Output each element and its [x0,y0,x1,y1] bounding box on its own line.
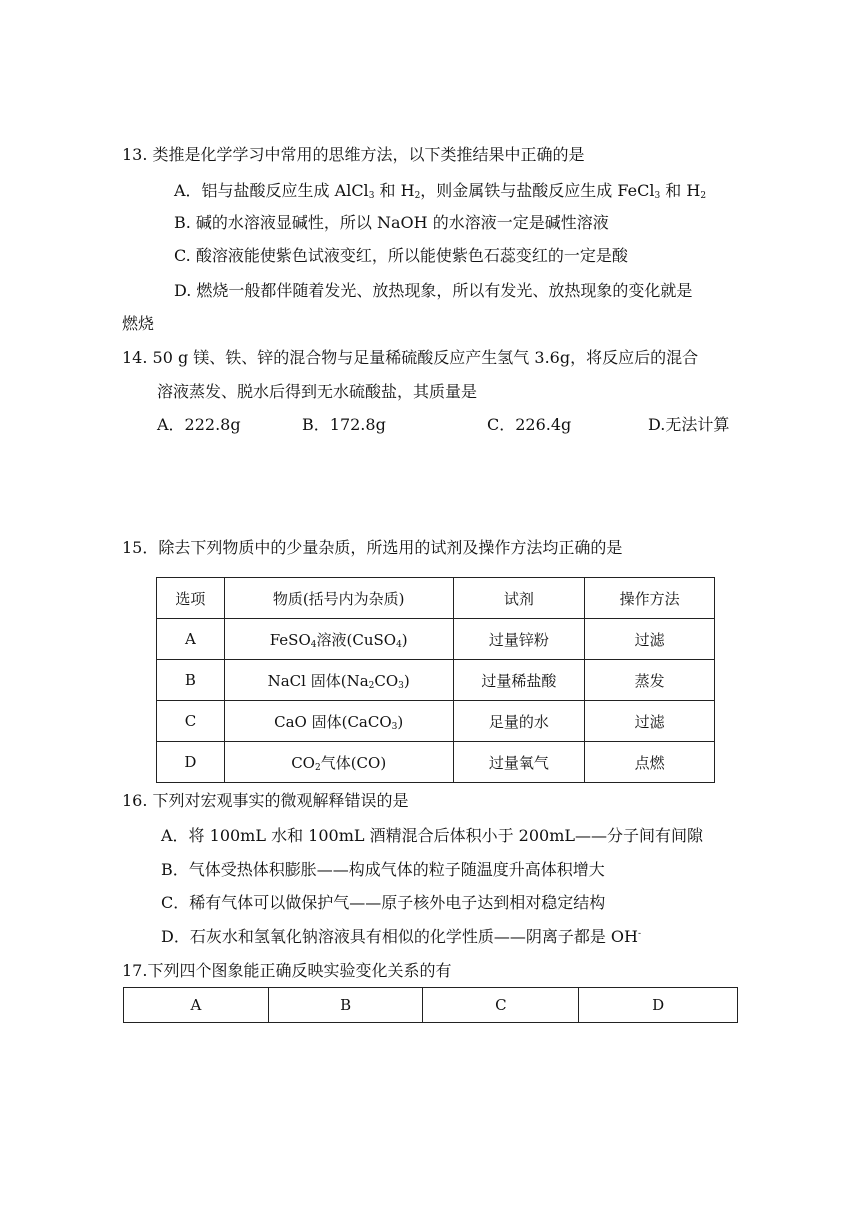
method-cell: 过滤 [585,619,715,660]
substance-cell: $CO_2$气体(CO) [224,742,453,783]
q13-option-d-cont: 燃烧 [122,314,155,333]
q16-stem: 16. 下列对宏观事实的微观解释错误的是 [122,791,409,810]
header-cell: 试剂 [453,578,585,619]
q16-option-c: C．稀有气体可以做保护气——原子核外电子达到相对稳定结构 [161,893,606,912]
table-row [157,619,715,660]
q13-option-c: C. 酸溶液能使紫色试液变红，所以能使紫色石蕊变红的一定是酸 [174,246,628,265]
header-cell: C [423,988,579,1023]
q17-stem: 17.下列四个图象能正确反映实验变化关系的有 [122,961,452,980]
table-header-row [157,578,715,619]
option-cell: C [157,701,225,742]
substance-cell: FeSO$_4$溶液(CuSO$_4$) [224,619,453,660]
substance-cell: NaCl 固体$(Na_2CO_3)$ [224,660,453,701]
option-cell: D [157,742,225,783]
q14-stem-cont: 溶液蒸发、脱水后得到无水硫酸盐，其质量是 [157,382,478,401]
q16-option-d: D．石灰水和氢氧化钠溶液具有相似的化学性质——阴离子都是 OH- [161,927,642,946]
header-cell: 操作方法 [585,578,715,619]
header-cell: D [579,988,738,1023]
q16-option-b: B．气体受热体积膨胀——构成气体的粒子随温度升高体积增大 [161,860,605,879]
header-cell: 物质(括号内为杂质) [224,578,453,619]
q14-option-c: C．226.4g [487,415,572,434]
method-cell: 点燃 [585,742,715,783]
option-cell: B [157,660,225,701]
header-cell: A [124,988,269,1023]
table-header-row [124,988,738,1023]
method-cell: 过滤 [585,701,715,742]
q14-option-b: B．172.8g [302,415,386,434]
q14-option-d: D.无法计算 [648,415,730,434]
reagent-cell: 过量锌粉 [453,619,585,660]
substance-cell: CaO 固体(CaCO$_3$) [224,701,453,742]
table-row [157,742,715,783]
reagent-cell: 过量稀盐酸 [453,660,585,701]
q13-stem: 13. 类推是化学学习中常用的思维方法，以下类推结果中正确的是 [122,145,585,164]
q17-table [123,987,738,1023]
table-row [157,701,715,742]
reagent-cell: 足量的水 [453,701,585,742]
table-row [157,660,715,701]
q13-option-d: D. 燃烧一般都伴随着发光、放热现象，所以有发光、放热现象的变化就是 [174,281,693,300]
option-cell: A [157,619,225,660]
q15-table [156,577,715,783]
reagent-cell: 过量氧气 [453,742,585,783]
q14-option-a: A．222.8g [157,415,241,434]
header-cell: B [268,988,423,1023]
q15-stem: 15．除去下列物质中的少量杂质，所选用的试剂及操作方法均正确的是 [122,538,623,557]
q13-option-a: A．铝与盐酸反应生成 AlCl$_3$ 和 $H_2$，则金属铁与盐酸反应生成 FeCl$_3$ 和 $H_2$ [174,181,707,201]
q13-option-b: B. 碱的水溶液显碱性，所以 NaOH 的水溶液一定是碱性溶液 [174,213,609,232]
header-cell: 选项 [157,578,225,619]
method-cell: 蒸发 [585,660,715,701]
q14-stem: 14. 50 g 镁、铁、锌的混合物与足量稀硫酸反应产生氢气 3.6g，将反应后的混合 [122,348,699,367]
q16-option-a: A．将 100mL 水和 100mL 酒精混合后体积小于 200mL——分子间有间隙 [161,826,703,845]
